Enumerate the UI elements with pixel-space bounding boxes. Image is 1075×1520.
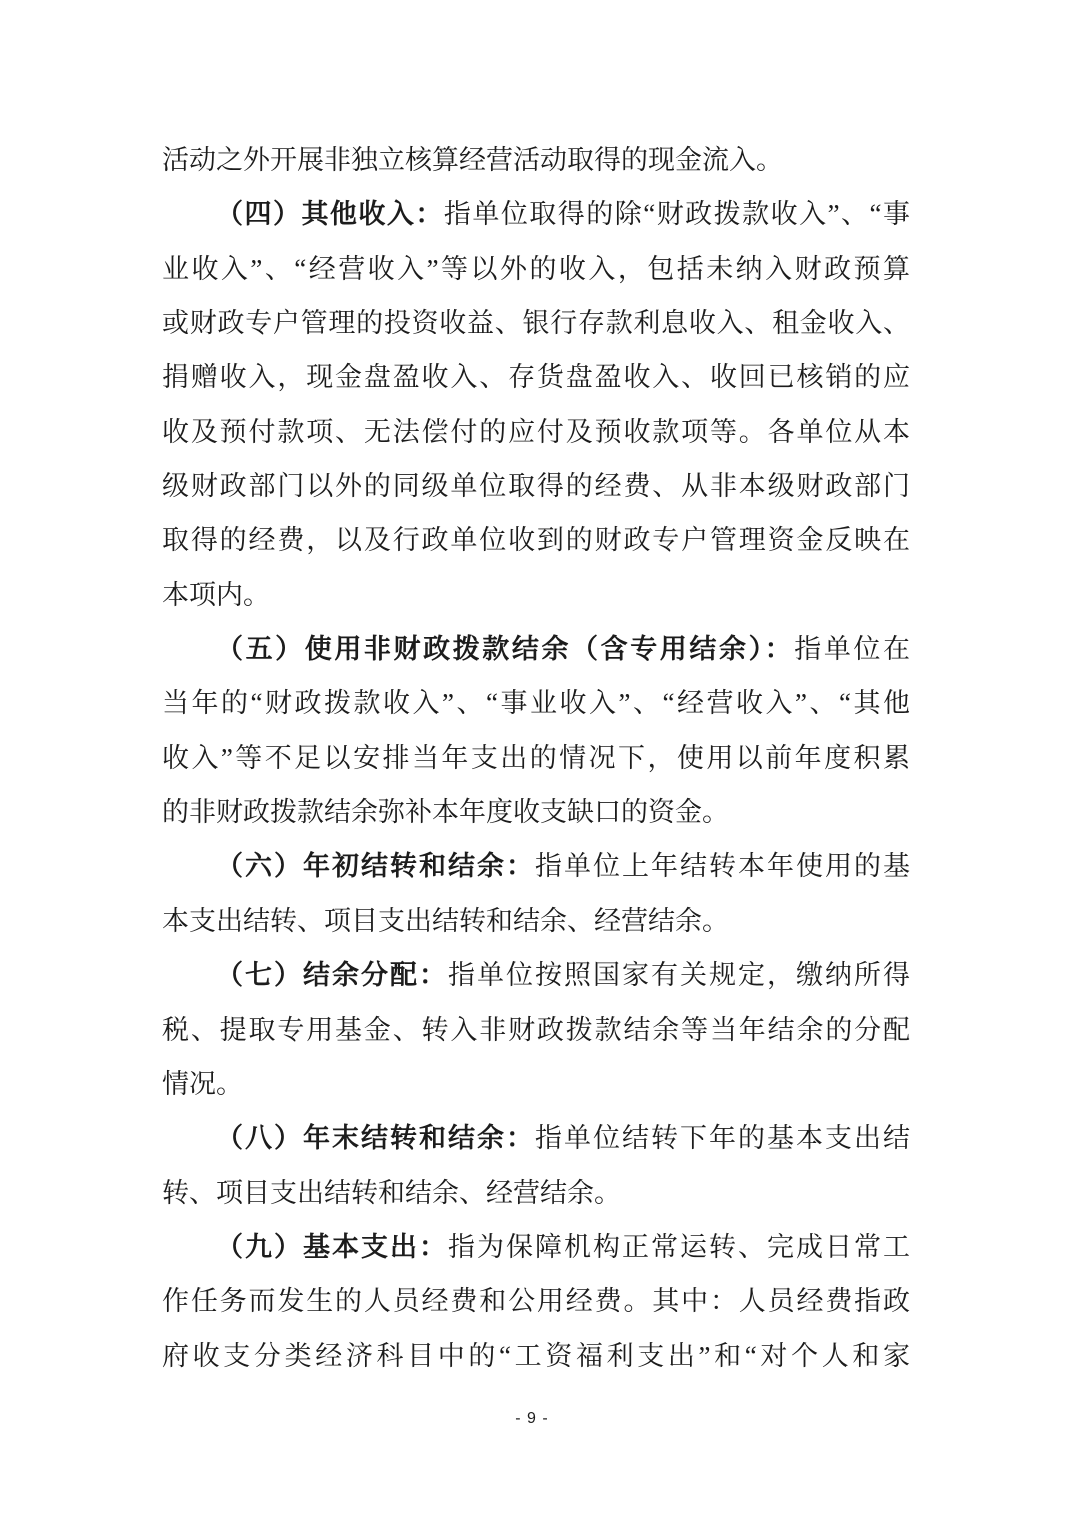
text-line (162, 1003, 910, 1057)
text-line (162, 133, 910, 187)
text-line (162, 785, 910, 839)
paragraph-body-text: 指单位取得的除“财政拨款收入”、“事 (443, 199, 911, 230)
paragraph-body-text: 收及预付款项、无法偿付的应付及预收款项等。各单位从本 (162, 416, 910, 447)
document-body (162, 133, 910, 1383)
paragraph-body-text: 级财政部门以外的同级单位取得的经费、从非本级财政部门 (162, 471, 910, 502)
text-line (162, 1329, 910, 1383)
text-line (162, 187, 910, 241)
paragraph-body-text: 指为保障机构正常运转、完成日常工 (448, 1231, 910, 1262)
text-line (162, 296, 910, 350)
paragraph-body-text: 本支出结转、项目支出结转和结余、经营结余。 (162, 905, 729, 936)
paragraph-body-text: 取得的经费，以及行政单位收到的财政专户管理资金反映在 (162, 525, 910, 556)
paragraph-body-text: 或财政专户管理的投资收益、银行存款利息收入、租金收入、 (162, 308, 910, 339)
text-line (162, 839, 910, 893)
paragraph-body-text: 当年的“财政拨款收入”、“事业收入”、“经营收入”、“其他 (162, 688, 910, 719)
paragraph-heading-text: （七）结余分配： (216, 960, 448, 991)
paragraph-body-text: 指单位上年结转本年使用的基 (535, 851, 910, 882)
paragraph-heading-text: （四）其他收入： (216, 199, 444, 230)
text-line (162, 1220, 910, 1274)
text-line (162, 1274, 910, 1328)
text-line (162, 350, 910, 404)
text-line (162, 459, 910, 513)
text-line (162, 405, 910, 459)
text-line (162, 676, 910, 730)
paragraph-body-text: 业收入”、“经营收入”等以外的收入，包括未纳入财政预算 (162, 253, 910, 284)
text-line (162, 1057, 910, 1111)
paragraph-body-text: 情况。 (162, 1068, 243, 1099)
paragraph-body-text: 转、项目支出结转和结余、经营结余。 (162, 1177, 621, 1208)
paragraph-body-text: 的非财政拨款结余弥补本年度收支缺口的资金。 (162, 797, 729, 828)
text-line (162, 948, 910, 1002)
paragraph-heading-text: （九）基本支出： (216, 1231, 448, 1262)
text-line (162, 894, 910, 948)
text-line (162, 622, 910, 676)
paragraph-body-text: 指单位在 (794, 634, 911, 665)
paragraph-body-text: 活动之外开展非独立核算经营活动取得的现金流入。 (162, 145, 783, 175)
paragraph-heading-text: （八）年末结转和结余： (216, 1123, 535, 1154)
paragraph-heading-text: （五）使用非财政拨款结余（含专用结余）： (216, 634, 795, 665)
text-line (162, 513, 910, 567)
paragraph-body-text: 指单位按照国家有关规定，缴纳所得 (448, 960, 910, 991)
paragraph-body-text: 收入”等不足以安排当年支出的情况下，使用以前年度积累 (162, 742, 910, 773)
paragraph-heading-text: （六）年初结转和结余： (216, 851, 535, 882)
paragraph-body-text: 作任务而发生的人员经费和公用经费。其中：人员经费指政 (162, 1286, 910, 1317)
page-number: - 9 - (515, 1410, 549, 1427)
text-line (162, 242, 910, 296)
paragraph-body-text: 捐赠收入，现金盘盈收入、存货盘盈收入、收回已核销的应 (162, 362, 910, 393)
text-line (162, 731, 910, 785)
paragraph-body-text: 指单位结转下年的基本支出结 (535, 1123, 910, 1154)
paragraph-body-text: 府收支分类经济科目中的“工资福利支出”和“对个人和家 (162, 1340, 910, 1371)
paragraph-body-text: 本项内。 (162, 579, 270, 610)
text-line (162, 1166, 910, 1220)
paragraph-body-text: 税、提取专用基金、转入非财政拨款结余等当年结余的分配 (162, 1014, 910, 1045)
text-line (162, 568, 910, 622)
text-line (162, 1111, 910, 1165)
